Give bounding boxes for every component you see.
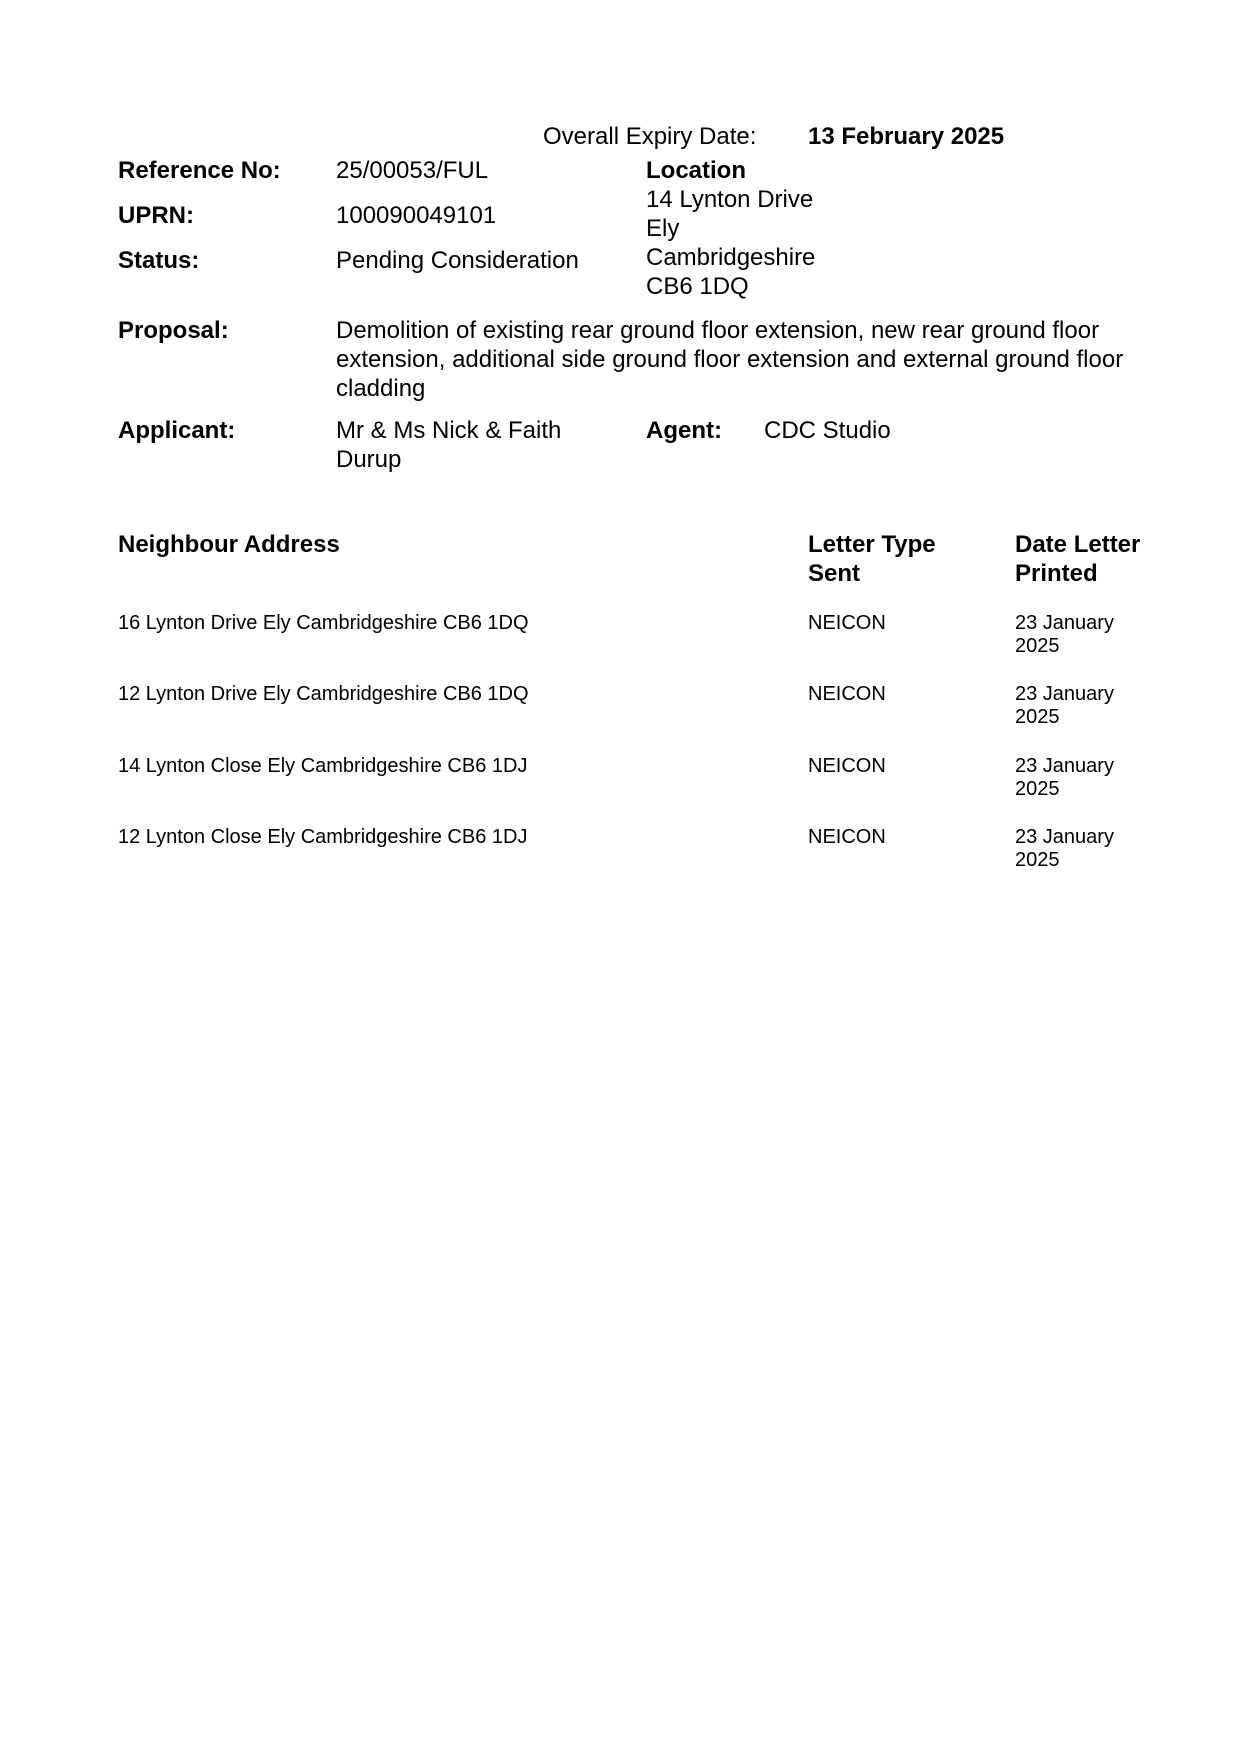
col-header-date: Date Letter: [1015, 531, 1141, 558]
location-line: Cambridgeshire: [646, 244, 816, 271]
reference-label: Reference No:: [118, 157, 281, 184]
applicant-label: Applicant:: [118, 417, 236, 444]
location-label: Location: [646, 157, 746, 184]
proposal-value: Demolition of existing rear ground floor extension, new rear ground floor extension, additional side ground floor extension and external ground floor cladding: [336, 317, 1124, 402]
col-header-type: Sent: [808, 560, 861, 587]
proposal-label: Proposal:: [118, 317, 229, 344]
row-date: 2025: [1015, 706, 1060, 728]
agent-label: Agent:: [646, 417, 722, 444]
location-line: 14 Lynton Drive: [646, 186, 814, 213]
row-date: 2025: [1015, 849, 1060, 871]
col-header-type: Letter Type: [808, 531, 936, 558]
col-header-address: Neighbour Address: [118, 531, 340, 558]
location-line: CB6 1DQ: [646, 273, 749, 300]
row-address: 14 Lynton Close Ely Cambridgeshire CB6 1DJ: [118, 755, 528, 777]
row-address: 16 Lynton Drive Ely Cambridgeshire CB6 1DQ: [118, 612, 529, 634]
row-letter-type: NEICON: [808, 755, 886, 777]
uprn-value: 100090049101: [336, 202, 497, 229]
row-address: 12 Lynton Close Ely Cambridgeshire CB6 1DJ: [118, 826, 528, 848]
row-letter-type: NEICON: [808, 612, 886, 634]
agent-value: CDC Studio: [764, 417, 891, 444]
uprn-label: UPRN:: [118, 202, 194, 229]
row-date: 23 January: [1015, 755, 1114, 777]
row-date: 23 January: [1015, 612, 1114, 634]
row-date: 2025: [1015, 778, 1060, 800]
expiry-value: 13 February 2025: [808, 123, 1005, 150]
row-date: 2025: [1015, 635, 1060, 657]
row-date: 23 January: [1015, 683, 1114, 705]
status-label: Status:: [118, 247, 200, 274]
col-header-date: Printed: [1015, 560, 1098, 587]
row-date: 23 January: [1015, 826, 1114, 848]
applicant-line: Mr & Ms Nick & Faith: [336, 417, 562, 444]
applicant-line: Durup: [336, 446, 402, 473]
row-letter-type: NEICON: [808, 826, 886, 848]
row-letter-type: NEICON: [808, 683, 886, 705]
expiry-label: Overall Expiry Date:: [543, 123, 757, 150]
location-line: Ely: [646, 215, 680, 242]
reference-value: 25/00053/FUL: [336, 157, 489, 184]
row-address: 12 Lynton Drive Ely Cambridgeshire CB6 1DQ: [118, 683, 529, 705]
status-value: Pending Consideration: [336, 247, 579, 274]
